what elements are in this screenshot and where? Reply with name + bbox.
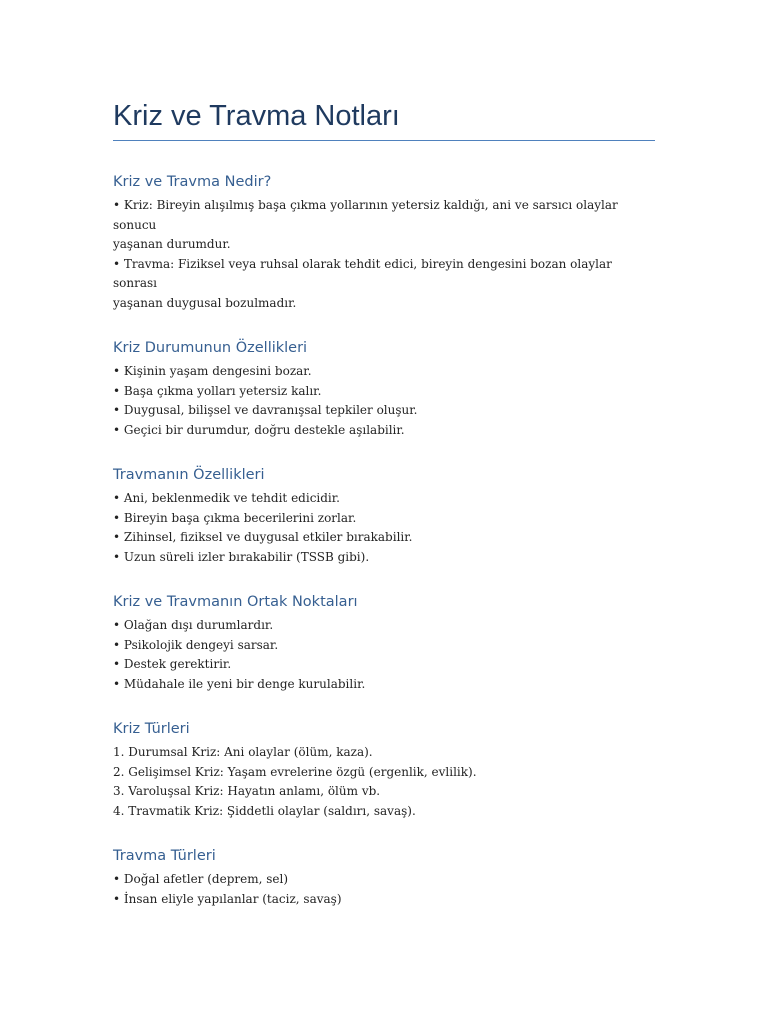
list-item: • Psikolojik dengeyi sarsar. — [113, 637, 279, 652]
section-kriz-ve-travma-nedir — [113, 170, 655, 313]
list-item: • Destek gerektirir. — [113, 657, 232, 671]
list-item: • Doğal afetler (deprem, sel) — [113, 872, 289, 886]
list-item: 3. Varoluşsal Kriz: Hayatın anlamı, ölüm vb. — [113, 784, 381, 798]
text-line: • Travma: Fiziksel veya ruhsal olarak tehdit edici, bireyin dengesini bozan olaylar sonrası — [113, 256, 612, 290]
section-lines — [113, 743, 655, 821]
document-page — [113, 96, 655, 932]
section-heading: Kriz ve Travma Nedir? — [113, 174, 272, 190]
section-heading: Kriz ve Travmanın Ortak Noktaları — [113, 594, 358, 610]
list-item: • Bireyin başa çıkma becerilerini zorlar. — [113, 510, 357, 525]
text-line: yaşanan durumdur. — [113, 237, 231, 251]
section-kriz-turleri — [113, 717, 655, 821]
section-ortak-noktalar — [113, 590, 655, 694]
list-item: 1. Durumsal Kriz: Ani olaylar (ölüm, kaza). — [113, 745, 373, 759]
list-item: • Duygusal, bilişsel ve davranışsal tepkiler oluşur. — [113, 403, 418, 417]
section-travma-turleri — [113, 844, 655, 909]
list-item: • Müdahale ile yeni bir denge kurulabilir. — [113, 676, 366, 691]
text-line: yaşanan duygusal bozulmadır. — [113, 295, 297, 310]
section-heading: Travmanın Özellikleri — [113, 467, 265, 483]
section-lines — [113, 196, 655, 313]
document-title: Kriz ve Travma Notları — [113, 100, 400, 132]
list-item: • Başa çıkma yolları yetersiz kalır. — [113, 383, 322, 398]
section-lines — [113, 870, 655, 909]
list-item: • Geçici bir durumdur, doğru destekle aşılabilir. — [113, 422, 405, 437]
section-lines — [113, 489, 655, 567]
list-item: • Ani, beklenmedik ve tehdit edicidir. — [113, 491, 340, 505]
section-travmanin-ozellikleri — [113, 463, 655, 567]
section-lines — [113, 362, 655, 440]
section-heading: Travma Türleri — [113, 848, 216, 864]
list-item: 4. Travmatik Kriz: Şiddetli olaylar (saldırı, savaş). — [113, 803, 416, 818]
list-item: • İnsan eliyle yapılanlar (taciz, savaş) — [113, 891, 342, 906]
section-kriz-durumunun-ozellikleri — [113, 336, 655, 440]
list-item: • Zihinsel, fiziksel ve duygusal etkiler bırakabilir. — [113, 530, 413, 544]
text-line: • Kriz: Bireyin alışılmış başa çıkma yollarının yetersiz kaldığı, ani ve sarsıcı olaylar sonucu — [113, 198, 618, 232]
list-item: • Uzun süreli izler bırakabilir (TSSB gibi). — [113, 549, 370, 564]
section-heading: Kriz Durumunun Özellikleri — [113, 340, 308, 356]
section-heading: Kriz Türleri — [113, 721, 190, 737]
list-item: 2. Gelişimsel Kriz: Yaşam evrelerine özgü (ergenlik, evlilik). — [113, 764, 477, 779]
section-lines — [113, 616, 655, 694]
list-item: • Kişinin yaşam dengesini bozar. — [113, 364, 312, 378]
title-divider — [113, 140, 655, 141]
list-item: • Olağan dışı durumlardır. — [113, 618, 274, 632]
